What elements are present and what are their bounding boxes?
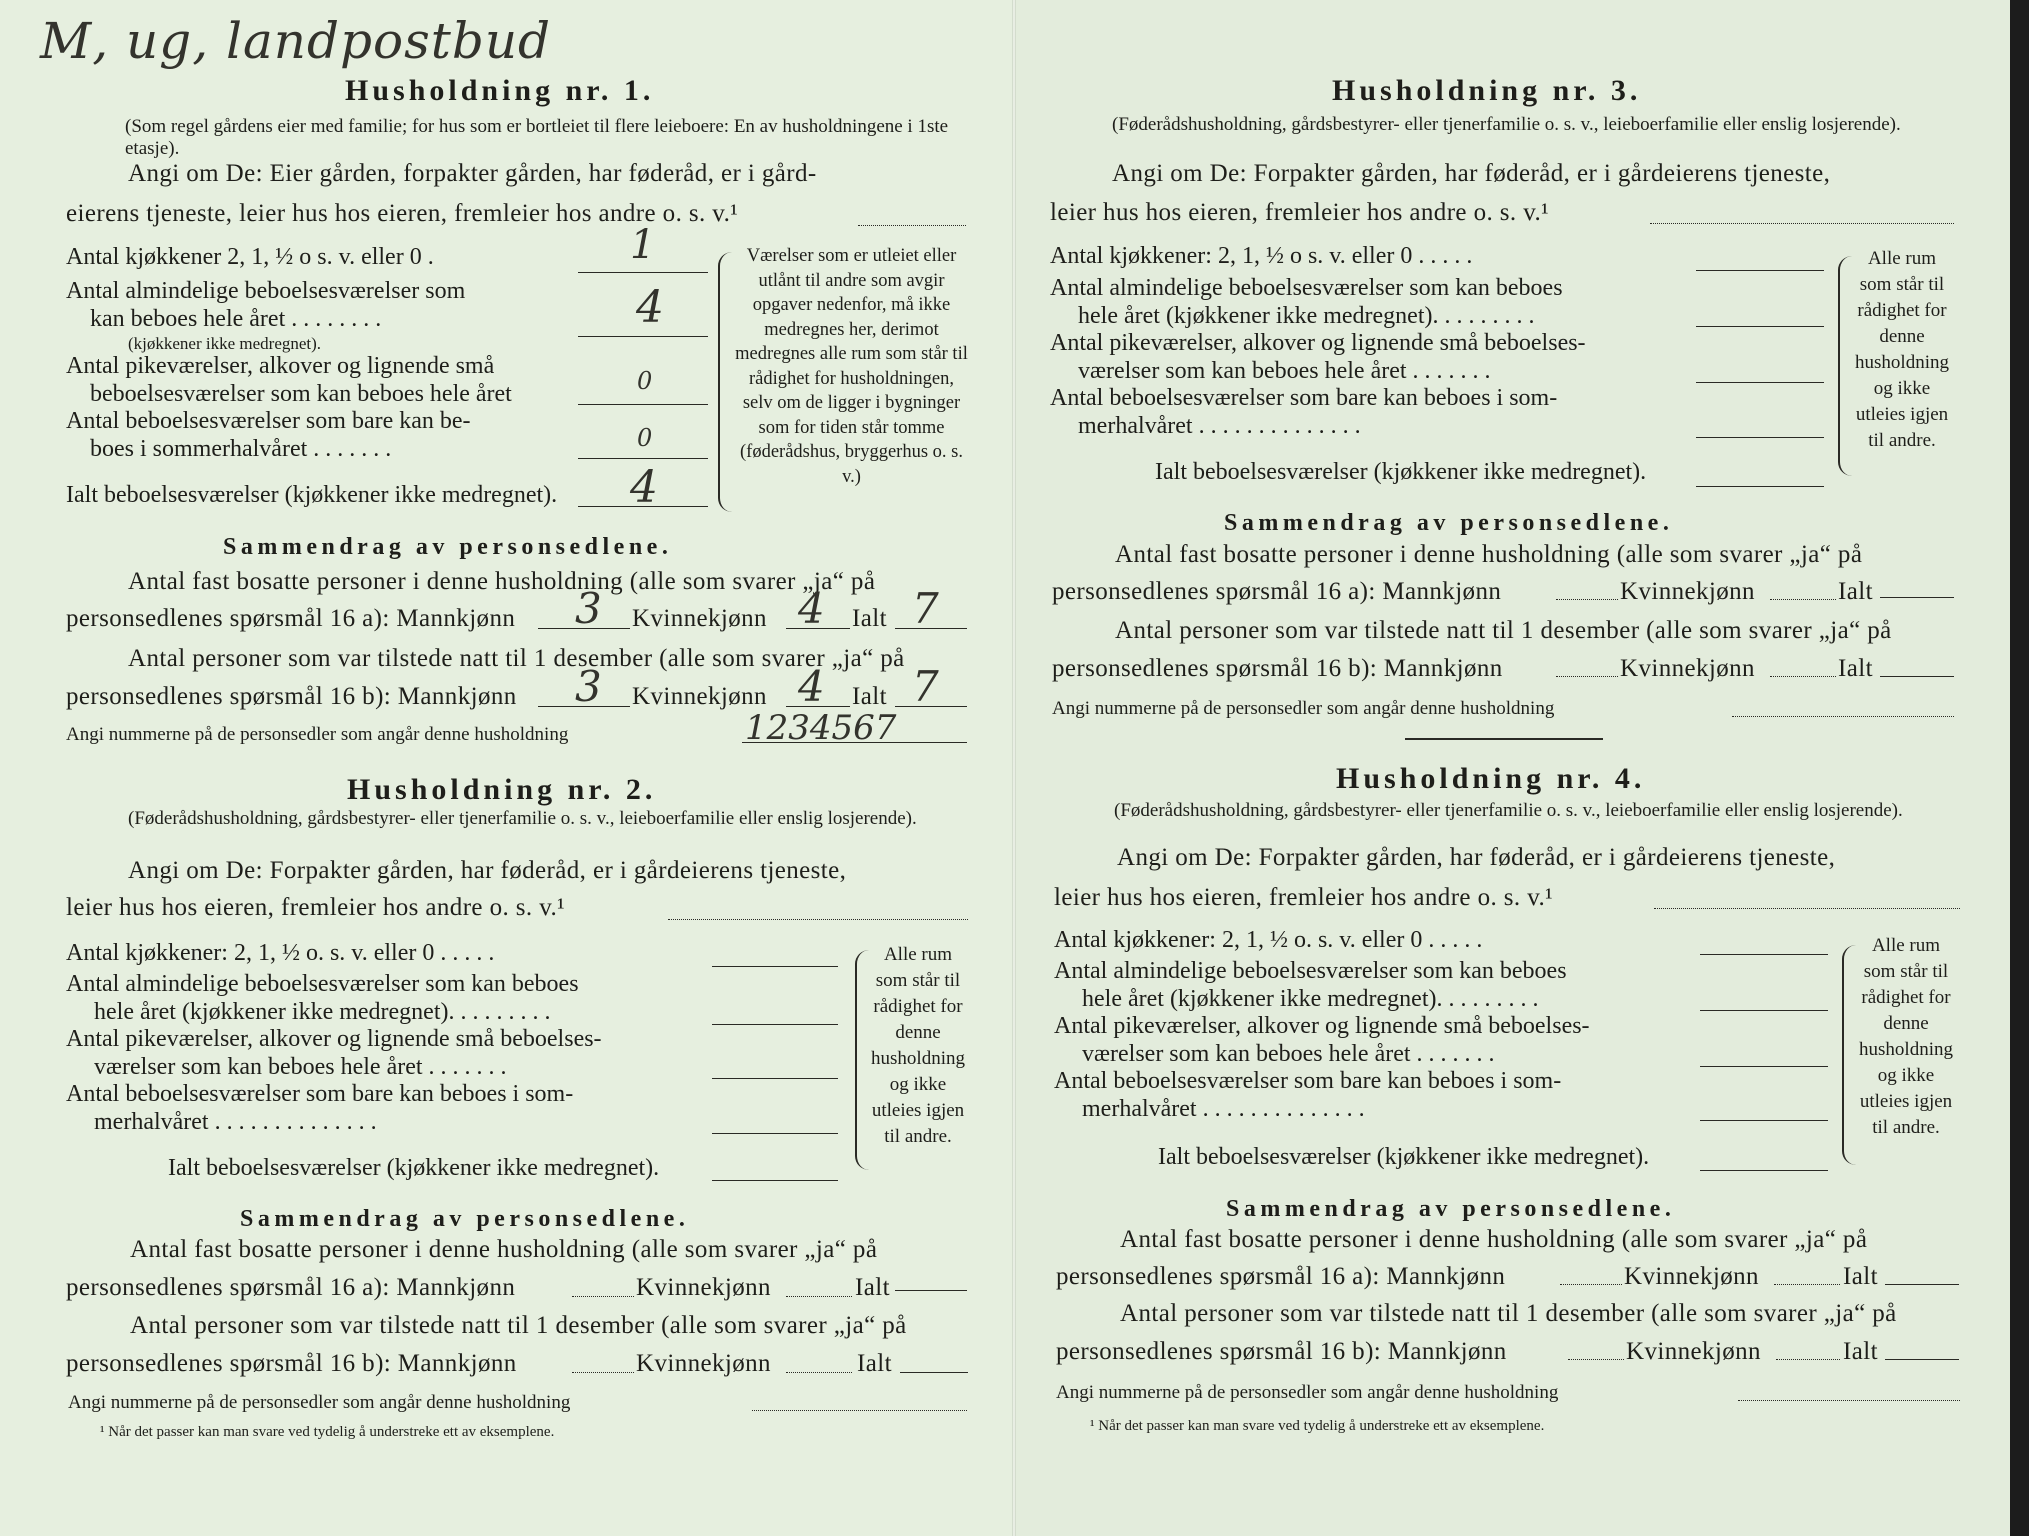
brace — [718, 252, 734, 512]
separator — [1405, 738, 1603, 740]
household-3-present-total-label: Ialt — [1838, 655, 1873, 682]
footnote-right: ¹ Når det passer kan man svare ved tydelig å understreke ett av eksemplene. — [1090, 1418, 1545, 1434]
household-4-question-2: leier hus hos eieren, fremleier hos andre o. s. v.¹ — [1054, 884, 1554, 911]
household-4-present-a: Antal personer som var tilstede natt til 1 desember (alle som svarer „ja“ på — [1120, 1300, 1897, 1327]
household-3-present-a: Antal personer som var tilstede natt til 1 desember (alle som svarer „ja“ på — [1115, 617, 1892, 644]
household-3-kitchen: Antal kjøkkener: 2, 1, ½ o s. v. eller 0 . . . . . — [1050, 243, 1473, 269]
household-2-title: Husholdning nr. 2. — [347, 773, 657, 806]
household-1-present-total: 7 — [912, 662, 939, 711]
household-1-rooms-b: kan beboes hele året . . . . . . . . — [90, 306, 382, 332]
household-2-rooms-a: Antal almindelige beboelsesværelser som kan beboes — [66, 971, 579, 997]
household-4-total: Ialt beboelsesværelser (kjøkkener ikke medregnet). — [1158, 1144, 1650, 1170]
household-3-fast-women-label: Kvinnekjønn — [1620, 578, 1755, 605]
household-4-summary-heading: Sammendrag av personsedlene. — [1226, 1196, 1676, 1222]
household-2-rooms-b: hele året (kjøkkener ikke medregnet). . . . . . . . . — [94, 999, 551, 1025]
household-3-present-b: personsedlenes spørsmål 16 b): Mannkjønn — [1052, 655, 1503, 682]
household-3-summer-b: merhalvåret . . . . . . . . . . . . . . — [1078, 413, 1361, 439]
household-2-question-1: Angi om De: Forpakter gården, har føderåd, er i gårdeierens tjeneste, — [128, 857, 847, 884]
household-1-present-b: personsedlenes spørsmål 16 b): Mannkjønn — [66, 683, 517, 710]
household-3-intro: (Føderådshusholdning, gårdsbestyrer- eller tjenerfamilie o. s. v., leieboerfamilie eller enslig losjerende). — [1112, 114, 1901, 135]
household-3-question-2: leier hus hos eieren, fremleier hos andre o. s. v.¹ — [1050, 199, 1550, 226]
household-1-question-1: Angi om De: Eier gården, forpakter gården, har føderåd, er i gård- — [128, 160, 817, 187]
scan-border — [2010, 0, 2029, 1536]
household-2-total: Ialt beboelsesværelser (kjøkkener ikke medregnet). — [168, 1155, 660, 1181]
household-4-fast-b: personsedlenes spørsmål 16 a): Mannkjønn — [1056, 1263, 1506, 1290]
household-1-side-note: Værelser som er utleiet eller utlånt til andre som avgir opgaver nedenfor, må ikke medregnes her, derimot medregnes alle rum som står til rådighet for husholdningen, selv om de ligger i bygninger som for tiden står tomme (føderådshus, bryggerhus o. s. v.) — [735, 246, 968, 487]
household-2-present-b: personsedlenes spørsmål 16 b): Mannkjønn — [66, 1350, 517, 1377]
household-2-fast-a: Antal fast bosatte personer i denne husholdning (alle som svarer „ja“ på — [130, 1236, 878, 1263]
brace — [855, 950, 869, 1170]
household-2-kitchen: Antal kjøkkener: 2, 1, ½ o. s. v. eller 0 . . . . . — [66, 940, 495, 966]
household-1-present-women-label: Kvinnekjønn — [632, 683, 767, 710]
household-2-question-2: leier hus hos eieren, fremleier hos andre o. s. v.¹ — [66, 894, 566, 921]
household-4-rooms-a: Antal almindelige beboelsesværelser som kan beboes — [1054, 958, 1567, 984]
page-fold — [1012, 0, 1016, 1536]
household-2-fast-b: personsedlenes spørsmål 16 a): Mannkjønn — [66, 1274, 516, 1301]
household-1-summer-b: boes i sommerhalvåret . . . . . . . — [90, 436, 392, 462]
household-4-kitchen: Antal kjøkkener: 2, 1, ½ o. s. v. eller 0 . . . . . — [1054, 927, 1483, 953]
household-3-numbers-label: Angi nummerne på de personsedler som angår denne husholdning — [1052, 698, 1555, 719]
household-3-fast-total-label: Ialt — [1838, 578, 1873, 605]
household-2-summary-heading: Sammendrag av personsedlene. — [240, 1206, 690, 1232]
household-1-summary-heading: Sammendrag av personsedlene. — [223, 534, 673, 560]
household-4-present-total-label: Ialt — [1843, 1338, 1878, 1365]
household-1-present-women: 4 — [798, 662, 825, 711]
brace — [1842, 945, 1856, 1165]
household-3-side-note: Alle rum som står til rådighet for denne husholdning og ikke utleies igjen til andre. — [1855, 248, 1949, 451]
household-1-summer-value: 0 — [637, 424, 653, 452]
left-page — [0, 0, 1014, 1536]
household-1-maid-b: beboelsesværelser som kan beboes hele året — [90, 381, 512, 407]
household-1-maid-value: 0 — [637, 367, 653, 395]
household-2-maid-a: Antal pikeværelser, alkover og lignende små beboelses- — [66, 1026, 602, 1052]
footnote-left: ¹ Når det passer kan man svare ved tydelig å understreke ett av eksemplene. — [100, 1424, 555, 1440]
brace — [1838, 256, 1852, 476]
household-1-question-2: eierens tjeneste, leier hus hos eieren, fremleier hos andre o. s. v.¹ — [66, 200, 739, 227]
household-1-fast-women: 4 — [798, 584, 825, 633]
household-3-fast-b: personsedlenes spørsmål 16 a): Mannkjønn — [1052, 578, 1502, 605]
household-4-intro: (Føderådshusholdning, gårdsbestyrer- eller tjenerfamilie o. s. v., leieboerfamilie eller enslig losjerende). — [1114, 800, 1903, 821]
household-3-summer-a: Antal beboelsesværelser som bare kan beboes i som- — [1050, 385, 1558, 411]
household-4-maid-a: Antal pikeværelser, alkover og lignende små beboelses- — [1054, 1013, 1590, 1039]
household-4-numbers-label: Angi nummerne på de personsedler som angår denne husholdning — [1056, 1382, 1559, 1403]
household-1-fast-total: 7 — [912, 584, 939, 633]
household-1-present-total-label: Ialt — [852, 683, 887, 710]
household-4-side-note: Alle rum som står til rådighet for denne husholdning og ikke utleies igjen til andre. — [1859, 935, 1953, 1138]
household-4-fast-women-label: Kvinnekjønn — [1624, 1263, 1759, 1290]
household-2-present-total-label: Ialt — [857, 1350, 892, 1377]
household-2-intro: (Føderådshusholdning, gårdsbestyrer- eller tjenerfamilie o. s. v., leieboerfamilie eller enslig losjerende). — [128, 808, 917, 829]
household-1-present-men: 3 — [575, 662, 602, 711]
household-2-fast-total-label: Ialt — [855, 1274, 890, 1301]
household-1-intro: (Som regel gårdens eier med familie; for hus som er bortleiet til flere leieboere: En av husholdningene i 1ste etasje). — [125, 116, 949, 159]
household-3-title: Husholdning nr. 3. — [1332, 74, 1642, 107]
handwritten-occupation: M, ug, landpostbud — [40, 12, 552, 70]
household-1-total-value: 4 — [630, 462, 658, 513]
household-1-rooms-value: 4 — [636, 282, 664, 333]
household-1-present-a: Antal personer som var tilstede natt til 1 desember (alle som svarer „ja“ på — [128, 645, 905, 672]
household-2-summer-a: Antal beboelsesværelser som bare kan beboes i som- — [66, 1081, 574, 1107]
household-2-maid-b: værelser som kan beboes hele året . . . . . . . — [94, 1054, 507, 1080]
household-4-fast-total-label: Ialt — [1843, 1263, 1878, 1290]
household-2-numbers-label: Angi nummerne på de personsedler som angår denne husholdning — [68, 1392, 571, 1413]
household-1-numbers-label: Angi nummerne på de personsedler som angår denne husholdning — [66, 724, 569, 745]
household-3-maid-a: Antal pikeværelser, alkover og lignende små beboelses- — [1050, 330, 1586, 356]
household-3-fast-a: Antal fast bosatte personer i denne husholdning (alle som svarer „ja“ på — [1115, 541, 1863, 568]
household-3-present-women-label: Kvinnekjønn — [1620, 655, 1755, 682]
household-4-rooms-b: hele året (kjøkkener ikke medregnet). . . . . . . . . — [1082, 986, 1539, 1012]
household-1-kitchen-value: 1 — [630, 222, 656, 268]
household-3-total: Ialt beboelsesværelser (kjøkkener ikke medregnet). — [1155, 459, 1647, 485]
household-1-rooms-c: (kjøkkener ikke medregnet). — [128, 334, 322, 353]
household-1-title: Husholdning nr. 1. — [345, 74, 655, 107]
household-4-summer-b: merhalvåret . . . . . . . . . . . . . . — [1082, 1096, 1365, 1122]
household-1-maid-a: Antal pikeværelser, alkover og lignende små — [66, 353, 495, 379]
household-2-summer-b: merhalvåret . . . . . . . . . . . . . . — [94, 1109, 377, 1135]
household-2-fast-women-label: Kvinnekjønn — [636, 1274, 771, 1301]
household-4-present-b: personsedlenes spørsmål 16 b): Mannkjønn — [1056, 1338, 1507, 1365]
household-3-rooms-b: hele året (kjøkkener ikke medregnet). . . . . . . . . — [1078, 303, 1535, 329]
household-2-side-note: Alle rum som står til rådighet for denne husholdning og ikke utleies igjen til andre. — [871, 944, 965, 1147]
household-1-fast-total-label: Ialt — [852, 605, 887, 632]
household-1-total: Ialt beboelsesværelser (kjøkkener ikke medregnet). — [66, 482, 558, 508]
household-3-maid-b: værelser som kan beboes hele året . . . . . . . — [1078, 358, 1491, 384]
household-4-title: Husholdning nr. 4. — [1336, 762, 1646, 795]
household-3-question-1: Angi om De: Forpakter gården, har føderåd, er i gårdeierens tjeneste, — [1112, 160, 1831, 187]
household-1-numbers-value: 1234567 — [745, 708, 897, 748]
household-4-summer-a: Antal beboelsesværelser som bare kan beboes i som- — [1054, 1068, 1562, 1094]
household-1-kitchen: Antal kjøkkener 2, 1, ½ o s. v. eller 0 . — [66, 244, 434, 270]
household-4-present-women-label: Kvinnekjønn — [1626, 1338, 1761, 1365]
household-4-fast-a: Antal fast bosatte personer i denne husholdning (alle som svarer „ja“ på — [1120, 1226, 1868, 1253]
household-4-question-1: Angi om De: Forpakter gården, har føderåd, er i gårdeierens tjeneste, — [1117, 844, 1836, 871]
household-4-maid-b: værelser som kan beboes hele året . . . . . . . — [1082, 1041, 1495, 1067]
household-2-present-women-label: Kvinnekjønn — [636, 1350, 771, 1377]
household-2-present-a: Antal personer som var tilstede natt til 1 desember (alle som svarer „ja“ på — [130, 1312, 907, 1339]
household-1-fast-women-label: Kvinnekjønn — [632, 605, 767, 632]
household-1-fast-men: 3 — [575, 584, 602, 633]
household-3-rooms-a: Antal almindelige beboelsesværelser som kan beboes — [1050, 275, 1563, 301]
household-1-summer-a: Antal beboelsesværelser som bare kan be- — [66, 408, 471, 434]
household-1-fast-a: Antal fast bosatte personer i denne husholdning (alle som svarer „ja“ på — [128, 568, 876, 595]
household-1-fast-b: personsedlenes spørsmål 16 a): Mannkjønn — [66, 605, 516, 632]
household-3-summary-heading: Sammendrag av personsedlene. — [1224, 510, 1674, 536]
household-1-rooms-a: Antal almindelige beboelsesværelser som — [66, 278, 466, 304]
